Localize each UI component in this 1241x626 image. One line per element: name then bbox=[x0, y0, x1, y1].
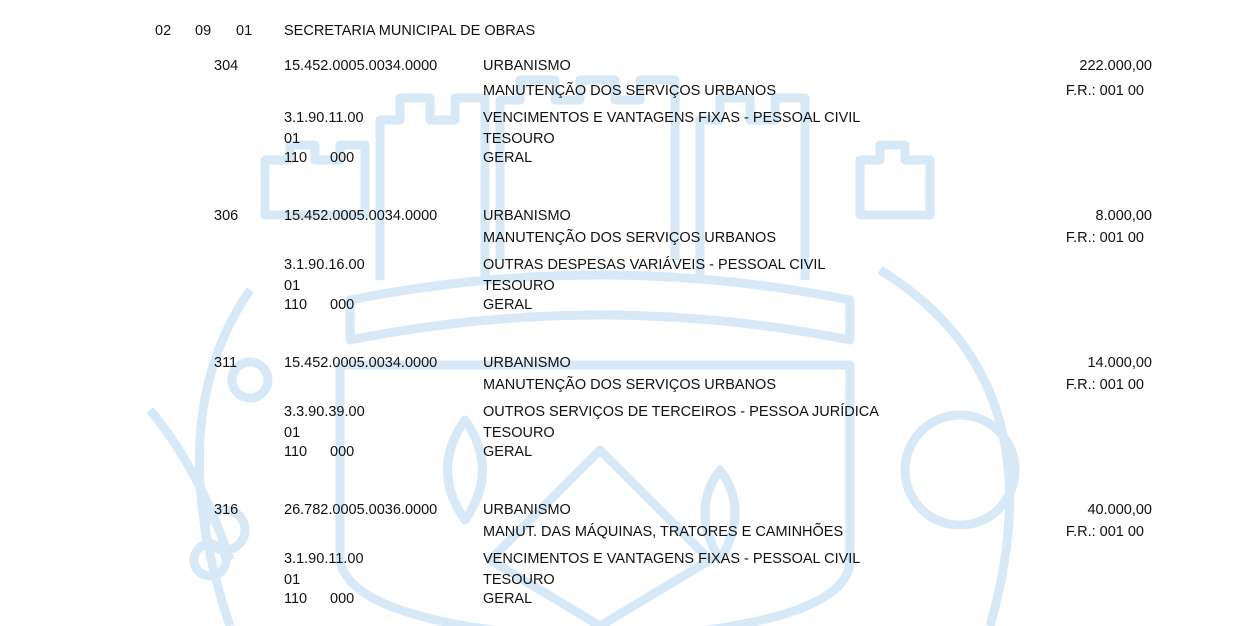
element-code: 3.1.90.11.00 bbox=[284, 110, 364, 126]
action-label: MANUTENÇÃO DOS SERVIÇOS URBANOS bbox=[483, 377, 777, 393]
function-label: URBANISMO bbox=[483, 58, 571, 74]
department-title: SECRETARIA MUNICIPAL DE OBRAS bbox=[284, 23, 536, 39]
amount: 14.000,00 bbox=[1087, 355, 1152, 371]
element-code: 3.1.90.11.00 bbox=[284, 551, 364, 567]
entry-number: 316 bbox=[214, 502, 239, 518]
sub-code-2: 000 bbox=[330, 591, 355, 607]
sub-description: GERAL bbox=[483, 591, 533, 607]
sub-code-2: 000 bbox=[330, 297, 355, 313]
header-code-2: 09 bbox=[195, 23, 212, 39]
element-code: 3.1.90.16.00 bbox=[284, 257, 365, 273]
source-code: 01 bbox=[284, 572, 301, 588]
header-code-3: 01 bbox=[236, 23, 253, 39]
action-label: MANUTENÇÃO DOS SERVIÇOS URBANOS bbox=[483, 230, 777, 246]
source-description: TESOURO bbox=[483, 278, 555, 294]
function-label: URBANISMO bbox=[483, 208, 571, 224]
program-code: 26.782.0005.0036.0000 bbox=[284, 502, 438, 518]
action-label: MANUTENÇÃO DOS SERVIÇOS URBANOS bbox=[483, 83, 777, 99]
source-code: 01 bbox=[284, 278, 301, 294]
element-description: VENCIMENTOS E VANTAGENS FIXAS - PESSOAL CIVIL bbox=[483, 551, 861, 567]
amount: 8.000,00 bbox=[1095, 208, 1152, 224]
element-code: 3.3.90.39.00 bbox=[284, 404, 365, 420]
fund-source-fr: F.R.: 001 00 bbox=[1065, 83, 1144, 99]
sub-description: GERAL bbox=[483, 297, 533, 313]
sub-description: GERAL bbox=[483, 444, 533, 460]
element-description: VENCIMENTOS E VANTAGENS FIXAS - PESSOAL CIVIL bbox=[483, 110, 861, 126]
entry-number: 304 bbox=[214, 58, 239, 74]
entry-number: 311 bbox=[214, 355, 238, 371]
program-code: 15.452.0005.0034.0000 bbox=[284, 208, 438, 224]
source-description: TESOURO bbox=[483, 131, 555, 147]
sub-code-2: 000 bbox=[330, 444, 355, 460]
source-code: 01 bbox=[284, 131, 301, 147]
sub-code-1: 110 bbox=[284, 150, 308, 166]
sub-code-1: 110 bbox=[284, 591, 308, 607]
source-description: TESOURO bbox=[483, 572, 555, 588]
sub-description: GERAL bbox=[483, 150, 533, 166]
fund-source-fr: F.R.: 001 00 bbox=[1065, 377, 1144, 393]
fund-source-fr: F.R.: 001 00 bbox=[1065, 524, 1144, 540]
amount: 40.000,00 bbox=[1087, 502, 1152, 518]
action-label: MANUT. DAS MÁQUINAS, TRATORES E CAMINHÕES bbox=[483, 524, 844, 540]
sub-code-2: 000 bbox=[330, 150, 355, 166]
header-code-1: 02 bbox=[155, 23, 172, 39]
function-label: URBANISMO bbox=[483, 502, 571, 518]
sub-code-1: 110 bbox=[284, 444, 308, 460]
sub-code-1: 110 bbox=[284, 297, 308, 313]
source-code: 01 bbox=[284, 425, 301, 441]
amount: 222.000,00 bbox=[1079, 58, 1152, 74]
fund-source-fr: F.R.: 001 00 bbox=[1065, 230, 1144, 246]
element-description: OUTROS SERVIÇOS DE TERCEIROS - PESSOA JURÍDICA bbox=[483, 404, 879, 420]
source-description: TESOURO bbox=[483, 425, 555, 441]
element-description: OUTRAS DESPESAS VARIÁVEIS - PESSOAL CIVIL bbox=[483, 257, 826, 273]
function-label: URBANISMO bbox=[483, 355, 571, 371]
program-code: 15.452.0005.0034.0000 bbox=[284, 58, 438, 74]
entry-number: 306 bbox=[214, 208, 239, 224]
program-code: 15.452.0005.0034.0000 bbox=[284, 355, 438, 371]
